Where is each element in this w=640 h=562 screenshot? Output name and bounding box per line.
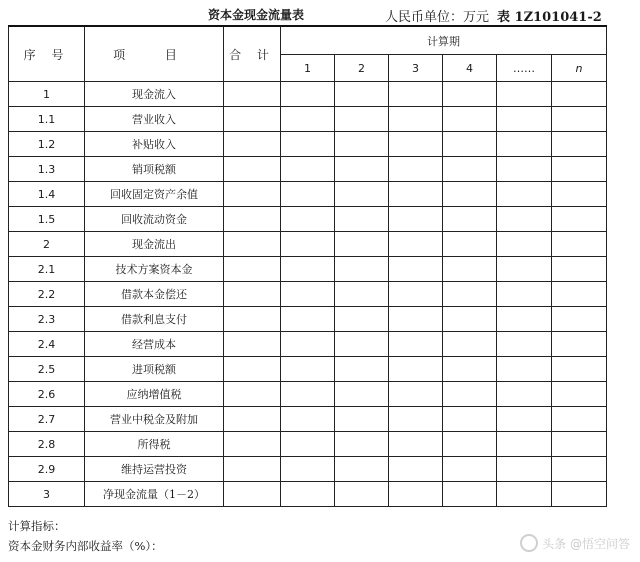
value-cell	[281, 132, 335, 157]
row-seq: 2.5	[9, 357, 85, 382]
footer-irr-label: 资本金财务内部收益率（%）：	[8, 539, 163, 553]
value-cell	[335, 107, 389, 132]
value-cell	[389, 232, 443, 257]
value-cell	[552, 307, 607, 332]
row-item: 回收固定资产余值	[85, 182, 224, 207]
row-item: 营业收入	[85, 107, 224, 132]
value-cell	[335, 482, 389, 507]
value-cell	[335, 407, 389, 432]
value-cell	[552, 332, 607, 357]
value-cell	[335, 457, 389, 482]
value-cell	[281, 107, 335, 132]
value-cell	[552, 407, 607, 432]
value-cell	[552, 82, 607, 107]
value-cell	[389, 332, 443, 357]
value-cell	[224, 282, 281, 307]
value-cell	[443, 332, 497, 357]
period-header: 1	[281, 55, 335, 82]
value-cell	[389, 257, 443, 282]
value-cell	[497, 82, 552, 107]
value-cell	[224, 432, 281, 457]
row-item: 应纳增值税	[85, 382, 224, 407]
value-cell	[224, 232, 281, 257]
value-cell	[281, 457, 335, 482]
value-cell	[552, 482, 607, 507]
column-header-item: 项 目	[85, 26, 224, 82]
value-cell	[552, 207, 607, 232]
row-item: 销项税额	[85, 157, 224, 182]
value-cell	[443, 432, 497, 457]
value-cell	[389, 357, 443, 382]
value-cell	[389, 82, 443, 107]
value-cell	[224, 407, 281, 432]
value-cell	[335, 157, 389, 182]
value-cell	[281, 232, 335, 257]
value-cell	[224, 357, 281, 382]
value-cell	[335, 432, 389, 457]
table-row	[9, 182, 607, 207]
table-row	[9, 407, 607, 432]
row-item: 净现金流量（1－2）	[85, 482, 224, 507]
table-row	[9, 207, 607, 232]
value-cell	[552, 432, 607, 457]
value-cell	[335, 357, 389, 382]
value-cell	[335, 232, 389, 257]
value-cell	[497, 157, 552, 182]
value-cell	[335, 332, 389, 357]
row-seq: 2.4	[9, 332, 85, 357]
value-cell	[443, 257, 497, 282]
row-seq: 2.9	[9, 457, 85, 482]
table-row	[9, 157, 607, 182]
row-seq: 3	[9, 482, 85, 507]
row-item: 营业中税金及附加	[85, 407, 224, 432]
value-cell	[497, 482, 552, 507]
value-cell	[281, 357, 335, 382]
value-cell	[389, 207, 443, 232]
value-cell	[224, 382, 281, 407]
value-cell	[443, 307, 497, 332]
value-cell	[443, 182, 497, 207]
row-item: 技术方案资本金	[85, 257, 224, 282]
watermark	[520, 534, 630, 552]
row-seq: 1	[9, 82, 85, 107]
value-cell	[224, 457, 281, 482]
value-cell	[281, 382, 335, 407]
value-cell	[281, 157, 335, 182]
value-cell	[389, 307, 443, 332]
value-cell	[497, 132, 552, 157]
value-cell	[281, 182, 335, 207]
value-cell	[335, 182, 389, 207]
value-cell	[497, 307, 552, 332]
value-cell	[497, 107, 552, 132]
table-row	[9, 257, 607, 282]
watermark-text: 头条 @悟空问答	[542, 536, 630, 551]
table-row	[9, 82, 607, 107]
value-cell	[389, 407, 443, 432]
row-seq: 2.8	[9, 432, 85, 457]
row-item: 借款利息支付	[85, 307, 224, 332]
period-header: 4	[443, 55, 497, 82]
table-row	[9, 232, 607, 257]
value-cell	[552, 457, 607, 482]
value-cell	[552, 357, 607, 382]
value-cell	[497, 382, 552, 407]
table-row	[9, 307, 607, 332]
value-cell	[224, 132, 281, 157]
value-cell	[497, 282, 552, 307]
value-cell	[281, 207, 335, 232]
table-row	[9, 382, 607, 407]
row-seq: 2.1	[9, 257, 85, 282]
column-header-seq: 序 号	[9, 26, 85, 82]
row-item: 借款本金偿还	[85, 282, 224, 307]
row-seq: 2.7	[9, 407, 85, 432]
value-cell	[443, 82, 497, 107]
value-cell	[224, 332, 281, 357]
period-header: 3	[389, 55, 443, 82]
value-cell	[389, 107, 443, 132]
value-cell	[552, 182, 607, 207]
value-cell	[552, 257, 607, 282]
value-cell	[281, 407, 335, 432]
value-cell	[497, 457, 552, 482]
value-cell	[389, 182, 443, 207]
row-seq: 1.4	[9, 182, 85, 207]
value-cell	[389, 282, 443, 307]
value-cell	[497, 182, 552, 207]
table-row	[9, 132, 607, 157]
row-seq: 1.3	[9, 157, 85, 182]
value-cell	[281, 432, 335, 457]
row-item: 进项税额	[85, 357, 224, 382]
row-seq: 1.1	[9, 107, 85, 132]
value-cell	[224, 207, 281, 232]
row-item: 现金流入	[85, 82, 224, 107]
table-row	[9, 332, 607, 357]
table-row	[9, 482, 607, 507]
value-cell	[497, 257, 552, 282]
value-cell	[335, 82, 389, 107]
value-cell	[443, 282, 497, 307]
value-cell	[224, 257, 281, 282]
column-header-period-group: 计算期	[281, 26, 607, 55]
row-item: 所得税	[85, 432, 224, 457]
currency-unit-label: 人民币单位：万元	[385, 10, 490, 25]
value-cell	[552, 107, 607, 132]
value-cell	[335, 307, 389, 332]
value-cell	[389, 132, 443, 157]
value-cell	[552, 382, 607, 407]
value-cell	[281, 307, 335, 332]
value-cell	[552, 232, 607, 257]
value-cell	[335, 257, 389, 282]
value-cell	[497, 407, 552, 432]
value-cell	[552, 282, 607, 307]
table-row	[9, 357, 607, 382]
value-cell	[281, 82, 335, 107]
row-item: 现金流出	[85, 232, 224, 257]
footer-indicator-label: 计算指标：	[8, 519, 66, 533]
value-cell	[224, 182, 281, 207]
period-header: n	[552, 55, 607, 82]
value-cell	[389, 382, 443, 407]
table-row	[9, 457, 607, 482]
value-cell	[281, 257, 335, 282]
value-cell	[389, 457, 443, 482]
value-cell	[443, 207, 497, 232]
period-header: ……	[497, 55, 552, 82]
value-cell	[443, 157, 497, 182]
value-cell	[224, 157, 281, 182]
period-header: 2	[335, 55, 389, 82]
value-cell	[443, 357, 497, 382]
value-cell	[443, 132, 497, 157]
value-cell	[281, 282, 335, 307]
value-cell	[497, 357, 552, 382]
value-cell	[389, 157, 443, 182]
value-cell	[497, 332, 552, 357]
value-cell	[335, 282, 389, 307]
value-cell	[443, 482, 497, 507]
value-cell	[224, 307, 281, 332]
value-cell	[224, 107, 281, 132]
row-seq: 2.6	[9, 382, 85, 407]
cash-flow-table	[8, 25, 607, 507]
row-seq: 2.2	[9, 282, 85, 307]
value-cell	[443, 107, 497, 132]
value-cell	[497, 207, 552, 232]
table-title: 资本金现金流量表	[208, 8, 305, 22]
value-cell	[281, 482, 335, 507]
row-item: 维持运营投资	[85, 457, 224, 482]
table-row	[9, 107, 607, 132]
row-seq: 1.5	[9, 207, 85, 232]
value-cell	[389, 432, 443, 457]
value-cell	[443, 457, 497, 482]
row-item: 补贴收入	[85, 132, 224, 157]
row-item: 经营成本	[85, 332, 224, 357]
value-cell	[281, 332, 335, 357]
table-row	[9, 282, 607, 307]
value-cell	[443, 382, 497, 407]
row-seq: 2	[9, 232, 85, 257]
table-row	[9, 432, 607, 457]
row-seq: 2.3	[9, 307, 85, 332]
table-code: 表 1Z101041-2	[497, 10, 602, 25]
value-cell	[497, 432, 552, 457]
row-item: 回收流动资金	[85, 207, 224, 232]
value-cell	[389, 482, 443, 507]
value-cell	[335, 132, 389, 157]
wukong-logo-icon	[520, 534, 538, 552]
value-cell	[552, 157, 607, 182]
value-cell	[335, 382, 389, 407]
value-cell	[443, 407, 497, 432]
value-cell	[552, 132, 607, 157]
value-cell	[224, 82, 281, 107]
column-header-total: 合 计	[224, 26, 281, 82]
value-cell	[335, 207, 389, 232]
value-cell	[443, 232, 497, 257]
row-seq: 1.2	[9, 132, 85, 157]
value-cell	[224, 482, 281, 507]
value-cell	[497, 232, 552, 257]
